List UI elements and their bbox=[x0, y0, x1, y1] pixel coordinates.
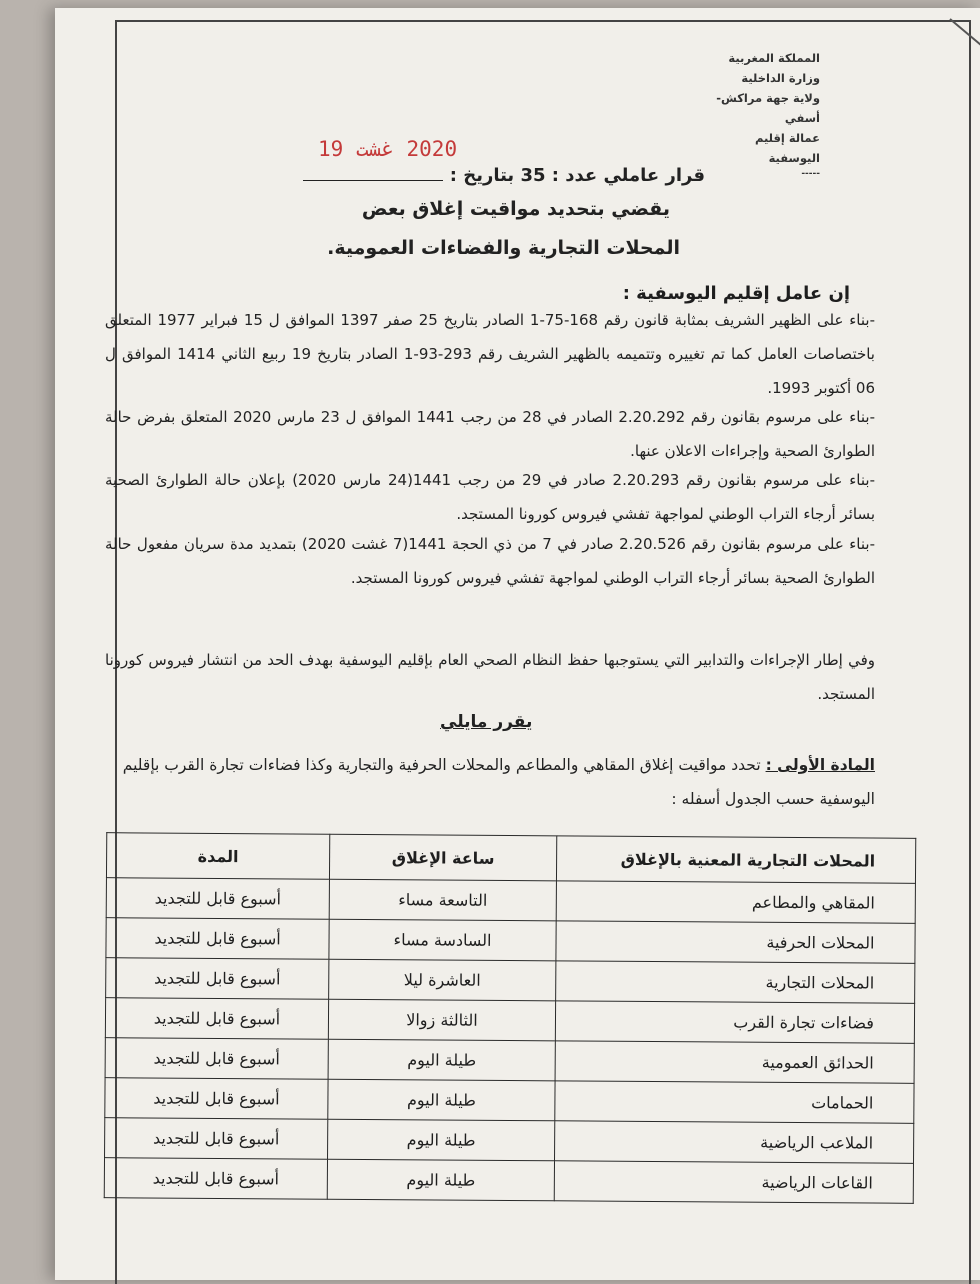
duration-cell: أسبوع قابل للتجديد bbox=[106, 958, 329, 1000]
header-line: وزارة الداخلية bbox=[741, 71, 820, 85]
closing-hour-cell: العاشرة ليلا bbox=[329, 959, 556, 1001]
place-cell: فضاءات تجارة القرب bbox=[555, 1001, 914, 1044]
governor-intro: إن عامل إقليم اليوسفية : bbox=[622, 283, 850, 304]
date-stamp: 2020 غشت 19 bbox=[318, 137, 458, 161]
header-line: عمالة إقليم اليوسفية bbox=[754, 131, 820, 165]
column-header-places: المحلات التجارية المعنية بالإغلاق bbox=[556, 836, 915, 884]
table-row bbox=[104, 1158, 913, 1204]
closing-hour-cell: طيلة اليوم bbox=[328, 1079, 555, 1121]
legal-basis-paragraph: -بناء على مرسوم بقانون رقم 2.20.526 صادر في 7 من ذي الحجة 1441(7 غشت 2020) بتمديد مدة سريان مفعول حالة الطوارئ الصحية بسائر أرجاء التراب الوطني لمواجهة تفشي فيروس كورونا المستجد. bbox=[105, 535, 875, 587]
place-cell: الحدائق العمومية bbox=[555, 1041, 914, 1084]
duration-cell: أسبوع قابل للتجديد bbox=[106, 918, 329, 960]
header-line: المملكة المغربية bbox=[728, 51, 820, 65]
article-label: المادة الأولى : bbox=[765, 756, 875, 774]
table-row bbox=[106, 878, 915, 924]
column-header-closing-hour: ساعة الإغلاق bbox=[329, 834, 556, 881]
ministry-header bbox=[700, 48, 820, 180]
place-cell: المقاهي والمطاعم bbox=[556, 881, 915, 924]
closing-hour-cell: السادسة مساء bbox=[329, 919, 556, 961]
table-row bbox=[106, 958, 915, 1004]
decides-heading: يقرر مايلي bbox=[440, 712, 533, 732]
date-blank bbox=[303, 162, 443, 181]
place-cell: الملاعب الرياضية bbox=[555, 1121, 914, 1164]
subject-title-line2: المحلات التجارية والفضاءات العمومية. bbox=[327, 237, 680, 259]
decision-prefix: قرار عاملي عدد : 35 بتاريخ : bbox=[449, 165, 705, 186]
closing-hour-cell: طيلة اليوم bbox=[328, 1119, 555, 1161]
closing-hour-cell: طيلة اليوم bbox=[327, 1159, 554, 1201]
place-cell: الحمامات bbox=[555, 1081, 914, 1124]
legal-basis-paragraph: -بناء على مرسوم بقانون رقم 2.20.292 الصادر في 28 من رجب 1441 الموافق ل 23 مارس 2020 المتعلق بفرض حالة الطوارئ الصحية وإجراءات الاعلان عنها. bbox=[105, 408, 875, 460]
table-header-row bbox=[106, 833, 915, 884]
duration-cell: أسبوع قابل للتجديد bbox=[105, 1078, 328, 1120]
place-cell: المحلات الحرفية bbox=[556, 921, 915, 964]
legal-basis-paragraph: -بناء على مرسوم بقانون رقم 2.20.293 صادر في 29 من رجب 1441(24 مارس 2020) بإعلان حالة الطوارئ الصحية بسائر أرجاء التراب الوطني لمواجهة تفشي فيروس كورونا المستجد. bbox=[105, 471, 875, 523]
duration-cell: أسبوع قابل للتجديد bbox=[105, 1118, 328, 1160]
table-row bbox=[105, 1078, 914, 1124]
header-line: ----- bbox=[801, 169, 820, 179]
column-header-duration: المدة bbox=[106, 833, 329, 880]
table-row bbox=[105, 998, 914, 1044]
context-paragraph: وفي إطار الإجراءات والتدابير التي يستوجبها حفظ النظام الصحي العام بإقليم اليوسفية بهدف الحد من انتشار فيروس كورونا المستجد. bbox=[105, 651, 875, 703]
place-cell: القاعات الرياضية bbox=[554, 1161, 913, 1204]
legal-basis-paragraph: -بناء على الظهير الشريف بمثابة قانون رقم 168-75-1 الصادر بتاريخ 25 صفر 1397 الموافق ل 15 فبراير 1977 المتعلق باختصاصات العامل كما تم تغييره وتتميمه بالظهير الشريف رقم 293-93-1 الصادر بتاريخ 19 ربيع الثاني 1414 الموافق ل 06 أكتوبر 1993. bbox=[105, 311, 875, 397]
duration-cell: أسبوع قابل للتجديد bbox=[106, 878, 329, 920]
header-line: ولاية جهة مراكش-أسفي bbox=[716, 91, 820, 125]
closing-hours-table bbox=[104, 832, 917, 1204]
article-text: تحدد مواقيت إغلاق المقاهي والمطاعم والمحلات الحرفية والتجارية وكذا فضاءات تجارة القرب بإقليم اليوسفية حسب الجدول أسفله : bbox=[122, 756, 875, 808]
duration-cell: أسبوع قابل للتجديد bbox=[104, 1158, 327, 1200]
table-row bbox=[105, 1038, 914, 1084]
closing-hour-cell: التاسعة مساء bbox=[329, 879, 556, 921]
closing-hour-cell: طيلة اليوم bbox=[328, 1039, 555, 1081]
duration-cell: أسبوع قابل للتجديد bbox=[105, 1038, 328, 1080]
article-one bbox=[85, 748, 875, 816]
decision-number bbox=[285, 162, 705, 186]
duration-cell: أسبوع قابل للتجديد bbox=[105, 998, 328, 1040]
table-row bbox=[105, 1118, 914, 1164]
table-row bbox=[106, 918, 915, 964]
subject-title-line1: يقضي بتحديد مواقيت إغلاق بعض bbox=[361, 198, 670, 220]
closing-hour-cell: الثالثة زوالا bbox=[328, 999, 555, 1041]
place-cell: المحلات التجارية bbox=[556, 961, 915, 1004]
